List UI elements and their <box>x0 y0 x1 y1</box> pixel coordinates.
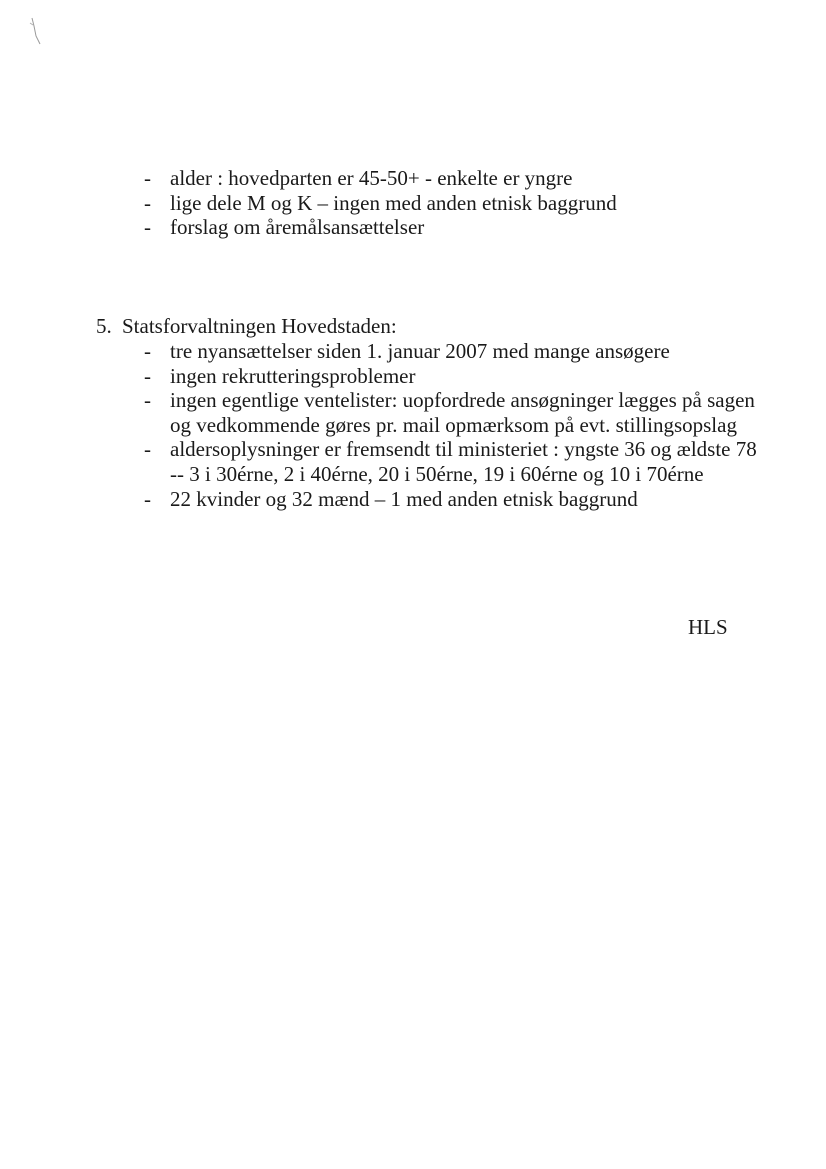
list-item <box>0 339 826 364</box>
list-item-text: ingen egentlige ventelister: uopfordrede ansøgninger lægges på sagen og vedkommende gøres pr. mail opmærksom på evt. stillingsopslag <box>170 388 755 437</box>
list-item-text: lige dele M og K – ingen med anden etnisk baggrund <box>170 190 617 215</box>
list-item-text: 22 kvinder og 32 mænd – 1 med anden etnisk baggrund <box>170 486 638 511</box>
bullet-dash: - <box>144 166 151 190</box>
section-number: 5. <box>96 314 112 338</box>
signature-initials: HLS <box>688 615 728 639</box>
list-item <box>0 487 826 512</box>
bullet-dash: - <box>144 388 151 413</box>
bullet-dash: - <box>144 486 151 511</box>
list-item <box>0 166 826 191</box>
list-item-text: alder : hovedparten er 45-50+ - enkelte er yngre <box>170 166 573 190</box>
section-heading <box>96 314 397 339</box>
bullet-dash: - <box>144 215 151 240</box>
list-item <box>0 191 826 216</box>
bullet-dash: - <box>144 190 151 215</box>
list-item <box>0 364 826 389</box>
list-item-text: tre nyansættelser siden 1. januar 2007 med mange ansøgere <box>170 339 670 363</box>
bullet-dash: - <box>144 363 151 388</box>
list-item <box>0 215 826 240</box>
section-bullet-list <box>0 339 826 511</box>
list-item-text: aldersoplysninger er fremsendt til ministeriet : yngste 36 og ældste 78 -- 3 i 30érne, 2 i 40érne, 20 i 50érne, 19 i 60érne og 10 i 70érne <box>170 437 757 486</box>
top-bullet-list <box>0 166 826 240</box>
section-title: Statsforvaltningen Hovedstaden: <box>122 314 397 338</box>
list-item-text: ingen rekrutteringsproblemer <box>170 363 416 388</box>
scan-mark <box>22 14 52 50</box>
bullet-dash: - <box>144 339 151 363</box>
list-item <box>0 437 826 486</box>
bullet-dash: - <box>144 437 151 462</box>
list-item <box>0 388 826 437</box>
list-item-text: forslag om åremålsansættelser <box>170 215 425 240</box>
